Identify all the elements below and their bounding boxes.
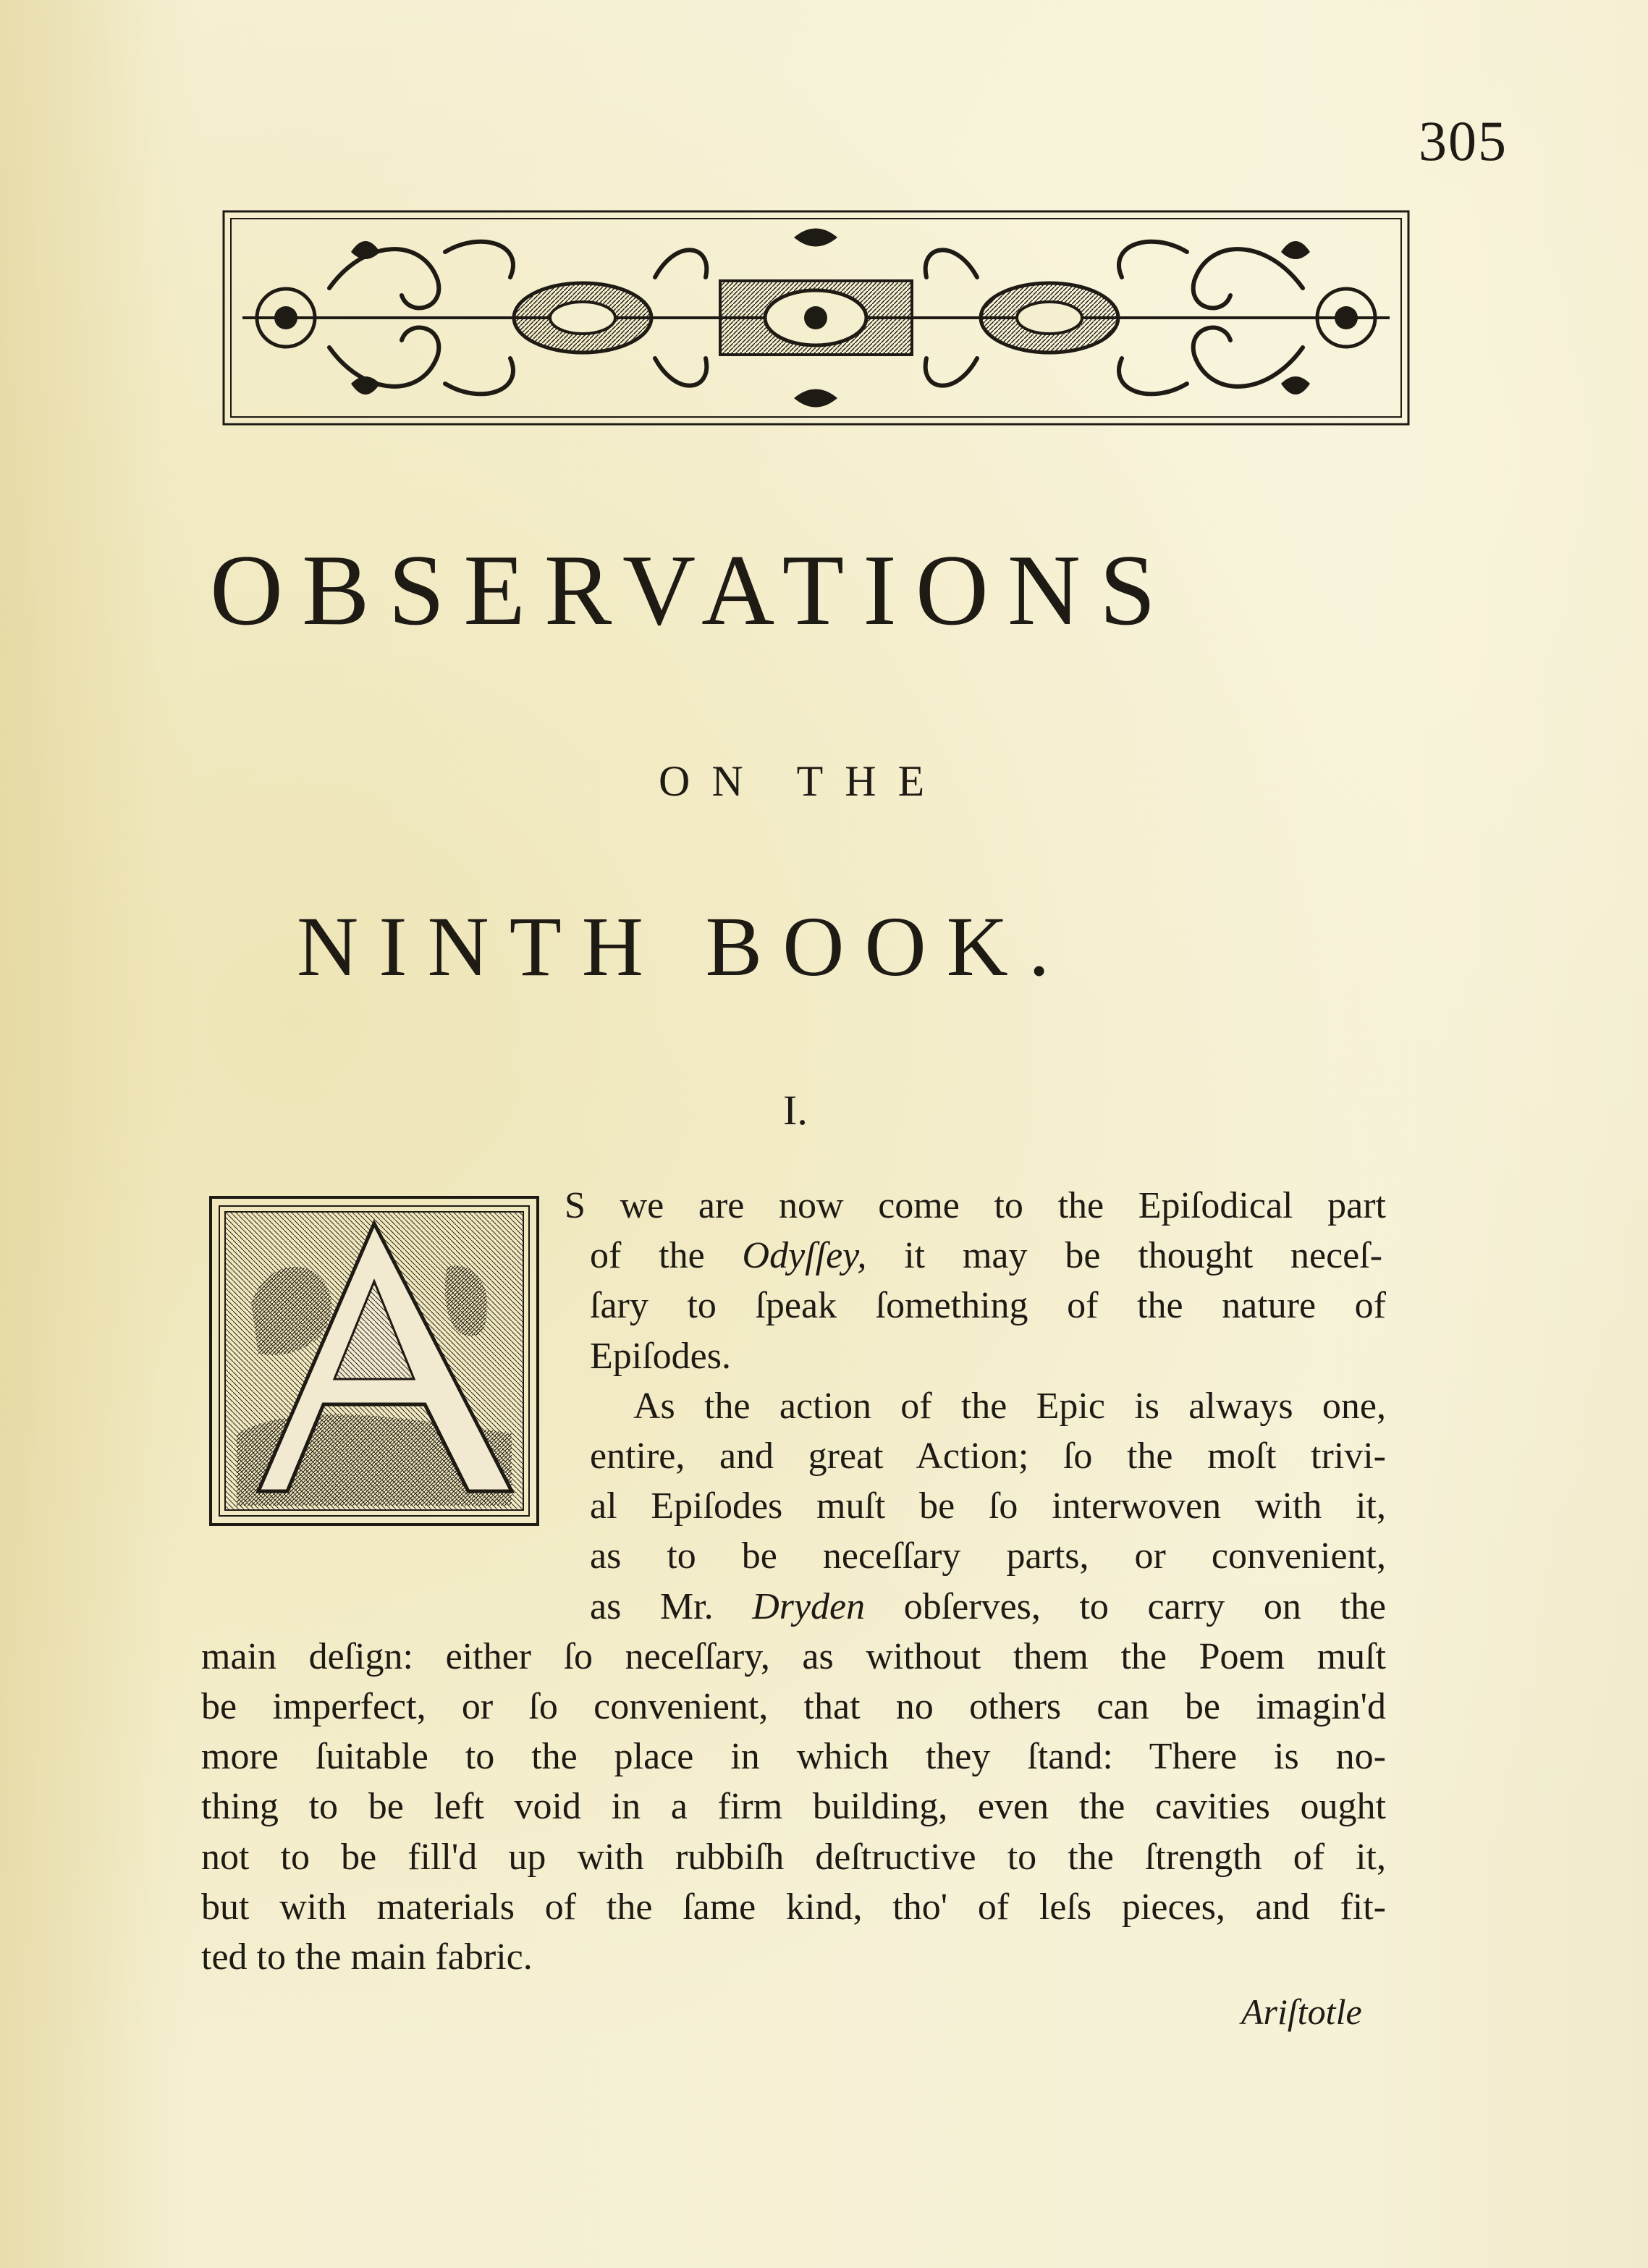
ornamental-headpiece (221, 208, 1411, 427)
text-line: as to be neceſſary parts, or convenient, (590, 1535, 1386, 1577)
text-line: ted to the main fabric. (201, 1936, 533, 1978)
text-line: thing to be left void in a firm building, even the cavities ought (201, 1786, 1386, 1828)
title-observations: OBSERVATIONS (210, 534, 1175, 646)
text-line: al Epiſodes muſt be ſo interwoven with it, (590, 1485, 1386, 1527)
text-line: more ſuitable to the place in which they ſtand: There is no- (201, 1736, 1386, 1778)
page-number: 305 (1419, 109, 1508, 172)
text-line: as Mr. Dryden obſerves, to carry on the (590, 1585, 1387, 1627)
section-number: I. (783, 1087, 808, 1134)
text-line: ſary to ſpeak ſomething of the nature of (590, 1285, 1386, 1327)
text-line: S we are now come to the Epiſodical part (565, 1185, 1386, 1226)
text-line: As the action of the Epic is always one, (633, 1385, 1386, 1427)
decorated-initial (208, 1194, 541, 1527)
catchword: Ariſtotle (1241, 1991, 1362, 2032)
title-on-the: ON THE (659, 757, 947, 805)
text-line: but with materials of the ſame kind, tho' of leſs pieces, and fit- (201, 1886, 1386, 1928)
text-line: entire, and great Action; ſo the moſt trivi- (590, 1436, 1386, 1477)
gutter-shading (0, 0, 159, 2268)
text-line: Epiſodes. (590, 1335, 731, 1377)
title-ninth-book: NINTH BOOK. (297, 899, 1070, 994)
text-line: be imperfect, or ſo convenient, that no others can be imagin'd (201, 1686, 1386, 1727)
text-line: not to be fill'd up with rubbiſh deſtructive to the ſtrength of it, (201, 1836, 1386, 1878)
text-line: main deſign: either ſo neceſſary, as without them the Poem muſt (201, 1635, 1386, 1677)
text-line: of the Odyſſey, it may be thought neceſ- (590, 1235, 1383, 1277)
